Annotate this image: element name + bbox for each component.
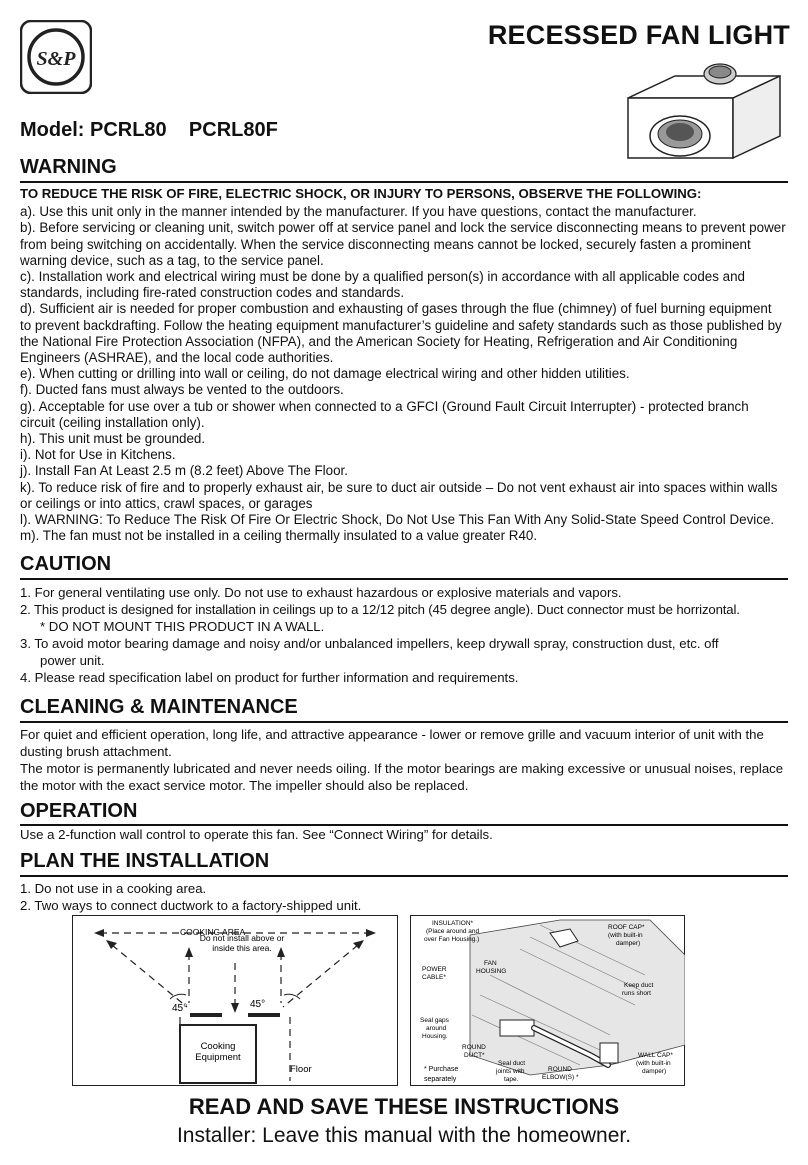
cleaning-p1: For quiet and efficient operation, long life, and attractive appearance - lower or remove grille and vacuum interior of unit with the dusting brush attachment. [20,727,764,759]
warning-item-d: d). Sufficient air is needed for proper combustion and exhausting of gases through the flue (chimney) of fuel burning equipment to prevent backdrafting. Follow the heating equipment manufacturer’s guideline and safety standards such as those published by the National Fire Protection Association (NFPA), and the American Society for Heating, Refrigeration and Air Conditioning Engineers (ASHRAE), and the local code authorities. [20,301,782,366]
cooking-equipment-label-2: Equipment [195,1052,241,1063]
seal-duct-label-2: joints with [496,1068,525,1075]
angle-left-label: 45° [172,1003,188,1014]
power-cable-label-2: CABLE* [422,974,446,981]
seal-duct-label-3: tape. [504,1076,519,1083]
product-illustration [620,58,790,163]
operation-text: Use a 2-function wall control to operate this fan. See “Connect Wiring” for details. [20,827,493,842]
caution-heading: CAUTION [20,553,112,575]
operation-body [20,827,786,843]
caution-item-3: 3. To avoid motor bearing damage and noisy and/or unbalanced impellers, keep drywall spray, construction dust, etc. off [20,636,719,651]
cooking-area-label-3: inside this area. [212,943,272,953]
caution-rule [20,578,788,580]
round-elbow-label-1: ROUND [548,1066,572,1073]
insulation-label-2: (Place around and [426,928,480,935]
plan-item-2: 2. Two ways to connect ductwork to a factory-shipped unit. [20,898,362,913]
operation-heading: OPERATION [20,800,138,822]
warning-body [20,186,786,544]
fan-housing-label-2: HOUSING [476,968,507,975]
plan-rule [20,875,788,877]
installation-diagram [410,915,685,1086]
power-cable-label-1: POWER [422,966,447,973]
insulation-label-1: INSULATION* [432,920,474,927]
caution-item-2-note: * DO NOT MOUNT THIS PRODUCT IN A WALL. [40,619,325,634]
warning-item-b: b). Before servicing or cleaning unit, switch power off at service panel and lock the service disconnecting means to prevent power from being switching on accidentally. When the service disconnecting means cannot be locked, securely fasten a prominent warning device, such as a tag, to the service panel. [20,220,786,268]
warning-item-m: m). The fan must not be installed in a ceiling thermally insulated to a value greater R40. [20,528,538,544]
cleaning-rule [20,721,788,723]
warning-item-l: l). WARNING: To Reduce The Risk Of Fire Or Electric Shock, Do Not Use This Fan With Any Solid-State Speed Control Device. [20,512,775,528]
round-duct-label-1: ROUND [462,1044,486,1051]
keep-duct-label-1: Keep duct [624,982,654,989]
warning-item-a: a). Use this unit only in the manner intended by the manufacturer. If you have questions, contact the manufacturer. [20,204,697,220]
warning-item-j: j). Install Fan At Least 2.5 m (8.2 feet) Above The Floor. [20,463,348,479]
plan-body [20,880,786,914]
operation-rule [20,824,788,826]
warning-item-c: c). Installation work and electrical wiring must be done by a qualified person(s) in accordance with all applicable codes and standards, including fire-rated construction codes and standards. [20,269,745,301]
purchase-label-1: * Purchase [424,1066,459,1073]
warning-item-f: f). Ducted fans must always be vented to the outdoors. [20,382,344,398]
cooking-equipment-label-1: Cooking [200,1041,236,1052]
model-number: Model: PCRL80 PCRL80F [20,119,278,141]
warning-item-g: g). Acceptable for use over a tub or shower when connected to a GFCI (Ground Fault Circuit Interrupter) - protected branch circuit (ceiling installation only). [20,398,749,430]
document-title: RECESSED FAN LIGHT [487,20,790,50]
wall-cap-label-3: damper) [642,1068,667,1075]
seal-gaps-label-3: Housing. [422,1033,448,1040]
warning-item-h: h). This unit must be grounded. [20,431,206,447]
roof-cap-label-1: ROOF CAP* [608,924,645,931]
logo-text: S&P [36,48,76,70]
purchase-label-2: separately [424,1076,457,1083]
warning-item-i: i). Not for Use in Kitchens. [20,447,176,463]
warning-item-e: e). When cutting or drilling into wall or ceiling, do not damage electrical wiring and other hidden utilities. [20,366,630,382]
cleaning-p2: The motor is permanently lubricated and never needs oiling. If the motor bearings are making excessive or unusual noises, replace the motor with the exact service motor. The impeller should also be replaced. [20,761,784,793]
floor-label: Floor [290,1064,312,1075]
footer-installer-note: Installer: Leave this manual with the homeowner. [176,1124,632,1147]
caution-item-2: 2. This product is designed for installation in ceilings up to a 12/12 pitch (45 degree angle). Duct connector must be horrizontal. [20,602,740,617]
cooking-area-label-1: COOKING AREA [180,927,246,937]
wall-cap-label-1: WALL CAP* [638,1052,673,1059]
seal-gaps-label-1: Seal gaps [420,1017,449,1024]
warning-rule [20,181,788,183]
seal-gaps-label-2: around [426,1025,447,1032]
keep-duct-label-2: runs short [622,990,651,997]
insulation-label-3: over Fan Housing.) [424,936,480,943]
angle-right-label: 45° [250,999,266,1010]
fan-housing-label-1: FAN [484,960,497,967]
wall-cap-label-2: (with built-in [636,1060,671,1067]
seal-duct-label-1: Seal duct [498,1060,526,1067]
warning-item-k: k). To reduce risk of fire and to properly exhaust air, be sure to duct air outside – Do not vent exhaust air into spaces within walls or ceilings or into attics, crawl spaces, or garages [20,479,778,511]
warning-heading: WARNING [20,156,117,178]
footer-read-save: READ AND SAVE THESE INSTRUCTIONS [188,1094,620,1119]
warning-intro: TO REDUCE THE RISK OF FIRE, ELECTRIC SHOCK, OR INJURY TO PERSONS, OBSERVE THE FOLLOWING: [20,186,702,201]
plan-item-1: 1. Do not use in a cooking area. [20,881,207,896]
caution-body [20,584,786,686]
roof-cap-label-2: (with built-in [608,932,643,939]
cooking-area-label-2: Do not install above or [199,933,285,943]
plan-heading: PLAN THE INSTALLATION [20,850,270,872]
roof-cap-label-3: damper) [616,940,641,947]
cleaning-body [20,726,786,794]
caution-item-3-cont: power unit. [40,653,105,668]
cooking-area-diagram [72,915,398,1086]
sp-logo [20,20,92,94]
caution-item-1: 1. For general ventilating use only. Do not use to exhaust hazardous or explosive materials and vapors. [20,585,622,600]
cleaning-heading: CLEANING & MAINTENANCE [20,696,298,718]
caution-item-4: 4. Please read specification label on product for further information and requirements. [20,670,519,685]
round-duct-label-2: DUCT* [464,1052,485,1059]
round-elbow-label-2: ELBOW(S) * [542,1074,579,1081]
